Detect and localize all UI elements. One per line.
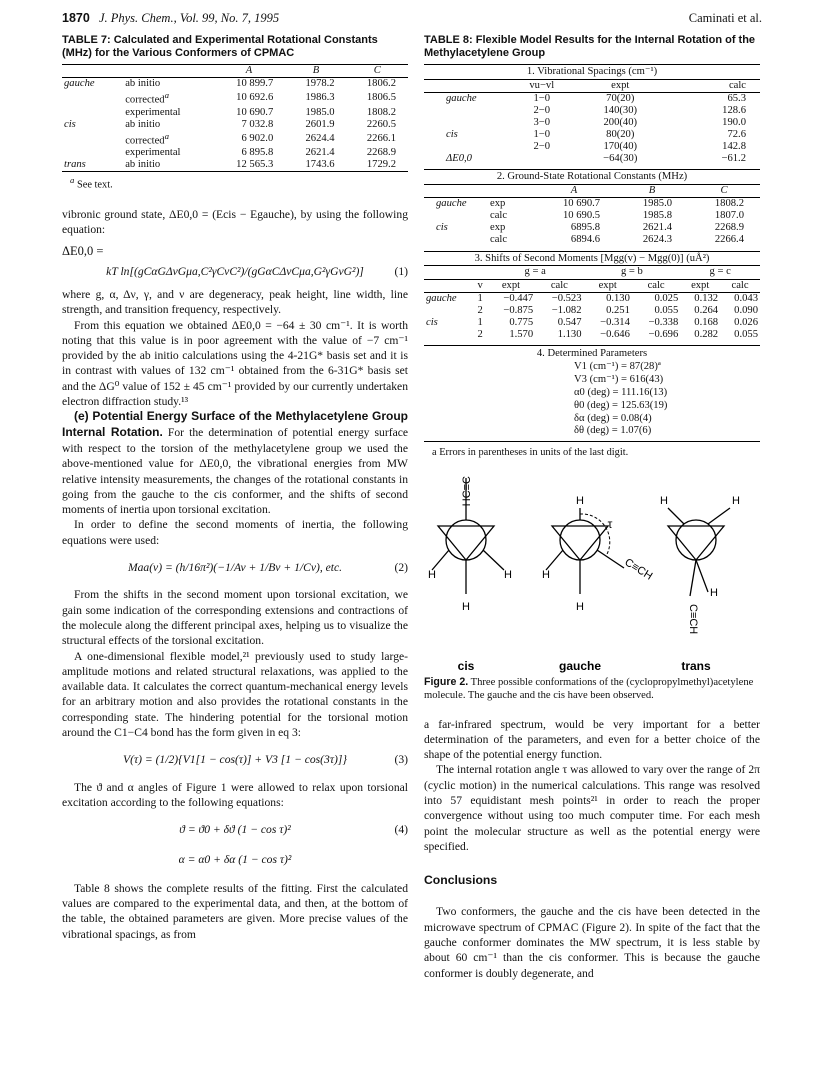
table-cell: 10 899.7 xyxy=(236,77,274,89)
table7-body xyxy=(62,77,408,171)
table-cell: 1806.2 xyxy=(366,77,396,89)
table-cell: ab initio xyxy=(125,118,161,130)
paragraph: Table 8 shows the complete results of the fitting. First the calculated values are compared to the experimental data, and then, at the bottom of the table, the obtained parameters are given. More precise values of the vibrational spacings, as from xyxy=(62,881,408,941)
table-row xyxy=(424,329,760,341)
table-cell: 72.6 xyxy=(727,129,746,141)
table-row xyxy=(62,77,408,90)
parameter: θ0 (deg) = 125.63(19) xyxy=(574,399,668,411)
cis-substituent-label: HC≡C xyxy=(461,476,473,507)
table-cell: experimental xyxy=(125,147,181,159)
table-cell: −0.338 xyxy=(648,316,679,328)
table-cell: −1.082 xyxy=(551,304,582,316)
table-cell xyxy=(62,131,111,148)
table-cell: 2624.3 xyxy=(642,234,673,246)
table-cell xyxy=(508,153,576,165)
table-cell: 1743.6 xyxy=(305,159,335,171)
table-cell: ΔE0,0 xyxy=(446,153,472,165)
table-cell: 2−0 xyxy=(533,104,551,116)
table-cell: exp xyxy=(490,222,506,234)
table8-section-1 xyxy=(424,79,760,165)
figure-2 xyxy=(424,464,760,678)
table-cell: experimental xyxy=(125,106,181,118)
table8-col: B xyxy=(648,185,656,197)
table8-section-4-title: 4. Determined Parameters xyxy=(424,345,760,361)
section-heading: (e) Potential Energy Surface of the Methylacetylene Group Internal Rotation. xyxy=(62,409,408,440)
table-cell xyxy=(62,90,111,107)
left-column xyxy=(62,34,408,942)
table8-params xyxy=(424,361,760,439)
paragraph: a far-infrared spectrum, would be very important for a better determination of the parameters, and even for a better choice of the shape of the potential energy function. xyxy=(424,717,760,762)
table-cell: 6 895.8 xyxy=(241,147,274,159)
paragraph: A one-dimensional flexible model,²¹ previously used to study large-amplitude motions and related structural relaxations, was applied to the available data. It calculates the correct quantum-mechanical energy levels for an arbitrary motion and also provides the rotational constants in the corresponding state. The hindering potential for the torsional motion around the C1−C4 bond has the form given in eq 3: xyxy=(62,649,408,740)
table-cell: 0.055 xyxy=(734,328,758,340)
table-subcol: calc xyxy=(731,279,749,291)
table-row xyxy=(62,90,408,107)
paragraph: In order to define the second moments of inertia, the following equations were used: xyxy=(62,518,408,547)
parameter: V3 (cm⁻¹) = 616(43) xyxy=(574,373,664,385)
table8-section-3 xyxy=(424,265,760,340)
table8-col: calc xyxy=(728,79,746,91)
table8-group: g = b xyxy=(620,266,643,278)
table-cell: gauche xyxy=(436,198,467,210)
table8-section-1-title: 1. Vibrational Spacings (cm⁻¹) xyxy=(526,65,658,77)
table-cell: 1.570 xyxy=(509,328,534,340)
table-cell: 1807.0 xyxy=(714,210,744,222)
table-cell: 6895.8 xyxy=(570,222,601,234)
table8-section-2-title: 2. Ground-State Rotational Constants (MHz) xyxy=(424,169,760,184)
parameter: α0 (deg) = 111.16(13) xyxy=(574,386,668,398)
table-cell: 10 692.6 xyxy=(236,92,274,104)
table-cell xyxy=(424,305,473,317)
table-row xyxy=(62,159,408,171)
table-row xyxy=(424,210,760,222)
table-cell: −0.696 xyxy=(648,328,679,340)
equation-2: Maa(v) = (h/16π²)(−1/Av + 1/Bv + 1/Cv), etc. (2) xyxy=(127,561,408,575)
table-cell: 0.055 xyxy=(654,304,679,316)
paragraph: From the shifts in the second moment upon torsional excitation, we gain some indication of the corresponding extensions and contractions of the molecule along the different principal axes, helping us to visualize the structural effects of the torsional excitation. xyxy=(62,588,408,648)
table-cell: 80(20) xyxy=(606,129,635,141)
table-cell: −0.875 xyxy=(503,304,534,316)
table8-col: A xyxy=(570,185,578,197)
table-row xyxy=(424,129,760,141)
table-cell: 10 690.7 xyxy=(236,106,274,118)
table-cell: 0.547 xyxy=(557,316,582,328)
table-cell xyxy=(424,210,488,222)
table7-col: B xyxy=(312,64,320,76)
paragraph: The internal rotation angle τ was allowed to vary over the range of 2π (cyclic motion) in the numerical calculations. This range was resolved into 57 equidistant mesh points²¹ in order to reach the proper convergence without using too much computer time. For each mesh point the molecular structure as well as the potential energy were specified. xyxy=(424,763,760,853)
table-cell xyxy=(62,147,111,159)
table-cell: 6894.6 xyxy=(570,234,601,246)
table-cell: 2 xyxy=(477,304,483,316)
table-cell: 1−0 xyxy=(533,129,551,141)
table-cell: 1806.5 xyxy=(366,92,396,104)
equation-1: kT ln[(gCαGΔνGμa,C²γCνC²)/(gGαCΔνCμa,G²γGνG²)] (1) xyxy=(106,264,408,278)
table-row xyxy=(62,131,408,148)
table7-header xyxy=(62,64,408,77)
table-cell: 1.130 xyxy=(557,328,582,340)
table-cell: 0.264 xyxy=(694,304,719,316)
table8-group: g = c xyxy=(709,266,731,278)
table-subcol: calc xyxy=(550,279,568,291)
trans-substituent-label: C≡CH xyxy=(687,604,699,635)
table-cell: gauche xyxy=(64,77,95,89)
table8-col: vu−vl xyxy=(529,79,555,91)
table-cell xyxy=(424,234,488,246)
table-cell: ab initio xyxy=(125,77,161,89)
parameter: V1 (cm⁻¹) = 87(28)ª xyxy=(574,360,661,372)
table-cell: 0.026 xyxy=(734,316,758,328)
table-cell: 0.130 xyxy=(606,292,630,304)
table-cell: 2624.4 xyxy=(305,132,335,144)
conclusions-heading: Conclusions xyxy=(424,873,498,888)
table-row xyxy=(62,107,408,119)
table-subcol: expt xyxy=(691,279,710,291)
table-cell xyxy=(62,107,111,119)
h-label: H xyxy=(462,601,470,614)
table-cell: 2601.9 xyxy=(305,118,335,130)
table-subcol: expt xyxy=(501,279,521,291)
table-cell: 2−0 xyxy=(533,141,551,153)
table-cell: 0.251 xyxy=(606,304,630,316)
h-label: H xyxy=(504,569,512,582)
table-subcol: expt xyxy=(598,279,617,291)
trans-h-right-label: H xyxy=(732,495,740,508)
table-cell: 1978.2 xyxy=(305,77,335,89)
conformers-diagram xyxy=(424,464,760,678)
h-label: H xyxy=(576,601,584,614)
table-cell: 10 690.7 xyxy=(562,198,601,210)
table-cell: cis xyxy=(64,118,76,130)
trans-h-left-label: H xyxy=(660,495,668,508)
table-cell: 142.8 xyxy=(722,141,746,153)
table-cell: cis xyxy=(436,222,448,234)
table8-col: expt xyxy=(611,79,630,91)
table-cell: −64(30) xyxy=(603,153,638,165)
table-cell: 200(40) xyxy=(603,116,638,128)
table-cell: −0.646 xyxy=(600,328,630,340)
table7 xyxy=(62,64,408,172)
table-cell: 190.0 xyxy=(722,116,746,128)
table8-s1-body xyxy=(424,92,760,165)
page-number: 1870 xyxy=(62,11,90,25)
table-cell: −0.523 xyxy=(551,292,582,304)
paragraph: From this equation we obtained ΔE0,0 = −64 ± 30 cm⁻¹. It is worth noting that this value is in poor agreement with the value of −7 cm⁻¹ provided by the ab initio calculations using the 4-21G* basis set and it is in contrast with values of 132 cm⁻¹ obtained from the 6-31G* basis set and the ΔG⁰ value of 152 ± 45 cm⁻¹ provided by our currently undertaken electron diffraction study.¹³ xyxy=(62,318,408,409)
table-cell: gauche xyxy=(446,92,477,104)
table-cell: −0.447 xyxy=(503,292,534,304)
table-row xyxy=(424,234,760,246)
table-row xyxy=(62,119,408,131)
gauche-h-label: H xyxy=(576,495,584,508)
table8-s3-body xyxy=(424,292,760,341)
table8-section-2 xyxy=(424,184,760,246)
parameter: δθ (deg) = 1.07(6) xyxy=(574,425,652,437)
table-cell: 1−0 xyxy=(533,92,551,104)
gauche-substituent-label: C≡CH xyxy=(622,556,655,583)
footnote-mark: a xyxy=(164,130,170,141)
paragraph: vibronic ground state, ΔE0,0 = (Ecis − Egauche), by using the following equation: xyxy=(62,207,408,236)
table-cell: exp xyxy=(490,198,506,210)
table-cell: cis xyxy=(426,316,438,328)
table8-col: C xyxy=(720,185,728,197)
table-cell: 1985.8 xyxy=(642,210,673,222)
paragraph: The ϑ and α angles of Figure 1 were allowed to relax upon torsional excitation according to the following equations: xyxy=(62,780,408,809)
table-cell: 1986.3 xyxy=(305,92,335,104)
table-row xyxy=(424,222,760,234)
table-cell: corrected$^a$ xyxy=(125,89,170,106)
table7-col: A xyxy=(245,64,253,76)
equation-3: V(τ) = (1/2){V1[1 − cos(τ)] + V3 [1 − cos(3τ)]} (3) xyxy=(123,753,408,767)
table8-caption: TABLE 8: Flexible Model Results for the Internal Rotation of the Methylacetylene Group xyxy=(424,34,756,60)
table-cell: 128.6 xyxy=(722,104,746,116)
table-row xyxy=(424,305,760,317)
table-cell: 0.043 xyxy=(734,292,758,304)
table-cell: calc xyxy=(490,210,508,222)
table-cell: 65.3 xyxy=(727,92,746,104)
table-row xyxy=(424,117,760,129)
table-row xyxy=(424,292,760,305)
table7-col: C xyxy=(373,64,381,76)
table-cell: 0.132 xyxy=(694,292,719,304)
table-cell: −61.2 xyxy=(721,153,746,165)
table8-group: g = a xyxy=(524,266,546,278)
conformer-label-gauche: gauche xyxy=(558,659,602,674)
table-cell: 2621.4 xyxy=(305,147,335,159)
running-header xyxy=(62,10,762,28)
table-cell: 10 690.5 xyxy=(562,210,601,222)
right-column xyxy=(424,34,760,981)
table-cell xyxy=(424,117,508,129)
table-cell: 0.775 xyxy=(509,316,534,328)
eq1-lhs: ΔE0,0 = xyxy=(62,244,104,259)
table-row xyxy=(424,153,760,165)
table-cell: 0.025 xyxy=(654,292,679,304)
table-row xyxy=(424,105,760,117)
table8-section-3-title: 3. Shifts of Second Moments [Mgg(v) − Mgg(0)] (uÅ²) xyxy=(424,251,760,266)
table-cell: 1985.0 xyxy=(305,106,335,118)
table8-s2-body xyxy=(424,198,760,247)
table-cell xyxy=(424,329,473,341)
conformer-label-trans: trans xyxy=(681,659,711,674)
h-label: H xyxy=(542,569,550,582)
equation-4a: ϑ = ϑ0 + δϑ (1 − cos τ)² (4) xyxy=(179,823,408,837)
table7-footnote: $^a$ See text. xyxy=(70,175,113,191)
paragraph: Two conformers, the gauche and the cis have been detected in the microwave spectrum of CPMAC (Figure 2). In spite of the fact that the gauche conformer dominates the MW spectrum, it is less stable by about 60 cm⁻¹ than the cis conformer. This is because the gauche conformer is doubly degenerate, and xyxy=(424,905,760,980)
table-cell: 3−0 xyxy=(533,116,551,128)
table-cell: 1985.0 xyxy=(642,198,673,210)
table-cell: 0.090 xyxy=(734,304,758,316)
table-cell xyxy=(424,105,508,117)
equation-4b: α = α0 + δα (1 − cos τ)² xyxy=(178,852,292,866)
table-cell: 0.168 xyxy=(694,316,719,328)
table-cell: 1 xyxy=(477,292,483,304)
table-cell: cis xyxy=(446,129,458,141)
table-row xyxy=(62,147,408,159)
table-cell xyxy=(424,141,508,153)
table-cell: 7 032.8 xyxy=(241,118,274,130)
table-cell: 1808.2 xyxy=(366,106,396,118)
table-cell: −0.314 xyxy=(600,316,630,328)
tau-label: τ xyxy=(607,517,613,532)
table-cell: ab initio xyxy=(125,159,161,171)
trans-h-bottom-label: H xyxy=(710,587,718,600)
table-cell: 2266.4 xyxy=(714,234,744,246)
table-cell: 2621.4 xyxy=(642,222,673,234)
table-cell: trans xyxy=(64,159,86,171)
table-cell: 2268.9 xyxy=(714,222,744,234)
table-row xyxy=(424,92,760,105)
table7-caption: TABLE 7: Calculated and Experimental Rotational Constants (MHz) for the Various Conformers of CPMAC xyxy=(62,34,378,60)
header-authors: Caminati et al. xyxy=(688,11,762,25)
table-cell: 6 902.0 xyxy=(241,132,274,144)
table-row xyxy=(424,317,760,329)
table-cell: 12 565.3 xyxy=(236,159,274,171)
paragraph: where g, α, Δν, γ, and ν are degeneracy, peak height, line width, line strength, and transition frequency, respectively. xyxy=(62,287,408,317)
table-cell: 70(20) xyxy=(606,92,635,104)
table-subcol: v xyxy=(477,279,483,291)
table-cell: 2 xyxy=(477,328,483,340)
conformer-label-cis: cis xyxy=(457,659,475,674)
table-cell: corrected$^a$ xyxy=(125,130,170,147)
table-cell xyxy=(424,279,473,292)
parameter: δα (deg) = 0.08(4) xyxy=(574,412,652,424)
table-cell: 0.282 xyxy=(694,328,719,340)
figure-2-caption: Figure 2. Three possible conformations of the (cyclopropylmethyl)acetylene molecule. The gauche and the cis have been observed. xyxy=(424,676,754,702)
table-subcol: calc xyxy=(647,279,665,291)
table-cell: 1 xyxy=(477,316,483,328)
table-row xyxy=(424,198,760,211)
table-cell: calc xyxy=(490,234,508,246)
journal-citation: J. Phys. Chem., Vol. 99, No. 7, 1995 xyxy=(98,11,280,25)
table-cell: 1729.2 xyxy=(366,159,396,171)
table-cell: 2260.5 xyxy=(366,118,396,130)
table-cell: 170(40) xyxy=(603,141,638,153)
table-row xyxy=(424,141,760,153)
table-cell: 1808.2 xyxy=(714,198,744,210)
h-label: H xyxy=(428,569,436,582)
table8-footnote: a Errors in parentheses in units of the last digit. xyxy=(432,447,629,459)
table-cell: 2268.9 xyxy=(366,147,396,159)
section-e: (e) Potential Energy Surface of the Methylacetylene Group Internal Rotation. For the determination of potential energy surface with respect to the torsion of the methylacetylene group we used the above-mentioned value for ΔE0,0, the vibrational energies from MW relative intensity measurements, the changes of the rotational constants in going from the gauche to the cis conformer, and the shifts of second moments of inertia upon torsional excitation. xyxy=(62,409,409,517)
table-cell: gauche xyxy=(426,292,457,304)
footnote-mark: a xyxy=(164,89,170,100)
table-cell: 2266.1 xyxy=(366,132,396,144)
table-cell: 140(30) xyxy=(603,104,638,116)
